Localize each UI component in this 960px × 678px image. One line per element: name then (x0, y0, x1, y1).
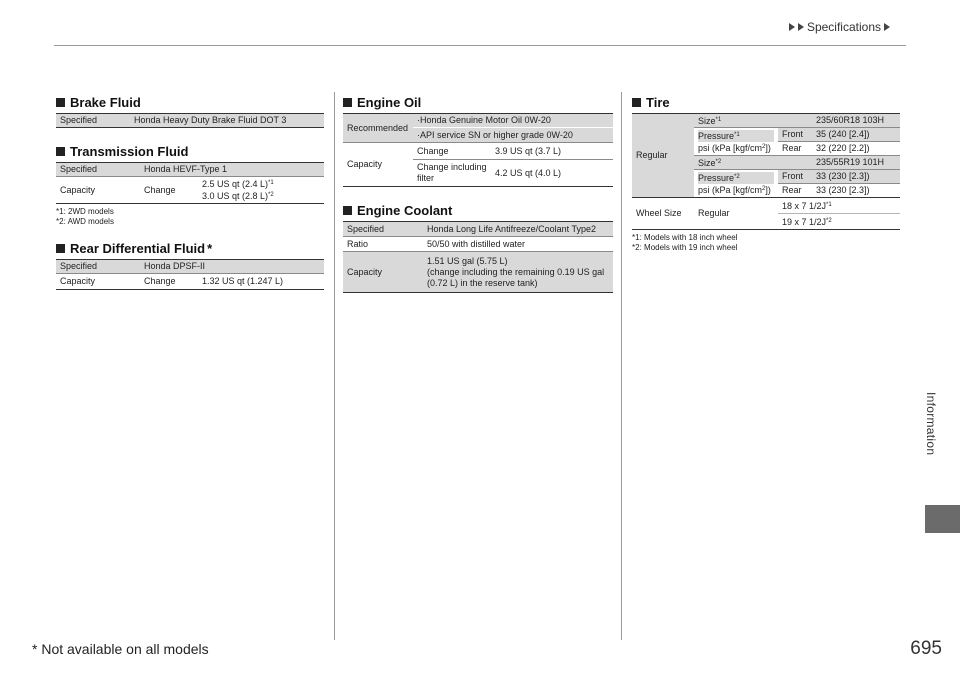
rear-differential-fluid-heading: Rear Differential Fluid * (56, 239, 324, 257)
engine-coolant-table (343, 221, 613, 293)
table-row: Capacity Change 2.5 US qt (2.4 L)$^{*1}$ 3.0 US qt (2.8 L)$^{*2}$ (56, 177, 324, 204)
square-bullet-icon (632, 98, 641, 107)
table-row: Specified Honda Long Life Antifreeze/Coolant Type2 (343, 222, 613, 237)
table-row: Capacity 1.51 US gal (5.75 L) (change including the remaining 0.19 US gal (0.72 L) in the reserve tank) (343, 252, 613, 293)
engine-coolant-heading: Engine Coolant (343, 201, 613, 219)
table-row: Capacity Change 1.32 US qt (1.247 L) (56, 274, 324, 290)
square-bullet-icon (343, 206, 352, 215)
table-row: Wheel Size Regular 18 x 7 $1/2J^{*1}$ (632, 198, 900, 214)
brake-fluid-table (56, 113, 324, 128)
tire-table (632, 113, 900, 230)
footer-note: * Not available on all models (32, 641, 209, 657)
header-divider (54, 45, 906, 46)
table-row: Regular Size$^{*1}$ 235/60R18 103H (632, 114, 900, 128)
table-row: Recommended ·Honda Genuine Motor Oil 0W-20 (343, 114, 613, 128)
table-row: 19 x 7 $1/2J^{*2}$ (632, 214, 900, 230)
square-bullet-icon (343, 98, 352, 107)
transmission-fluid-heading: Transmission Fluid (56, 142, 324, 160)
triangle-right-icon (798, 23, 804, 31)
square-bullet-icon (56, 244, 65, 253)
table-row: Specified Honda DPSF-II (56, 260, 324, 274)
triangle-right-icon (789, 23, 795, 31)
column-divider (621, 92, 622, 640)
engine-oil-heading: Engine Oil (343, 93, 613, 111)
table-row: Capacity Change 3.9 US qt (3.7 L) (343, 143, 613, 160)
column-middle (343, 93, 613, 293)
page-number: 695 (910, 638, 942, 659)
tire-footnotes: *1: Models with 18 inch wheel *2: Models with 19 inch wheel (632, 233, 738, 252)
section-side-label: Information (924, 392, 938, 456)
table-row: ·API service SN or higher grade 0W-20 (343, 128, 613, 143)
column-divider (334, 92, 335, 640)
table-row: Specified Honda HEVF-Type 1 (56, 163, 324, 177)
column-left (56, 93, 324, 290)
table-row: Ratio 50/50 with distilled water (343, 237, 613, 252)
triangle-right-icon (884, 23, 890, 31)
rear-differential-table (56, 259, 324, 290)
square-bullet-icon (56, 98, 65, 107)
column-right (632, 93, 900, 253)
table-row: Rear 32 (220 [2.2]) (632, 142, 900, 156)
square-bullet-icon (56, 147, 65, 156)
tire-heading: Tire (632, 93, 900, 111)
breadcrumb (789, 20, 890, 34)
section-side-tab[interactable] (925, 505, 960, 533)
transmission-fluid-table (56, 162, 324, 204)
table-row: Pressure$^{*2}$ psi (kPa $[kgf/cm^2]$) Front 33 (230 [2.3]) (632, 170, 900, 184)
transmission-footnotes: *1: 2WD models *2: AWD models (56, 207, 114, 226)
breadcrumb-label: Specifications (806, 20, 881, 34)
brake-fluid-heading: Brake Fluid (56, 93, 324, 111)
engine-oil-table (343, 113, 613, 187)
table-row: Specified Honda Heavy Duty Brake Fluid DOT 3 (56, 114, 324, 128)
table-row: Size$^{*2}$ 235/55R19 101H (632, 156, 900, 170)
table-row: Pressure$^{*1}$ psi (kPa $[kgf/cm^2]$) Front 35 (240 [2.4]) (632, 128, 900, 142)
table-row: Rear 33 (230 [2.3]) (632, 184, 900, 198)
table-row: Change including filter 4.2 US qt (4.0 L) (343, 160, 613, 187)
